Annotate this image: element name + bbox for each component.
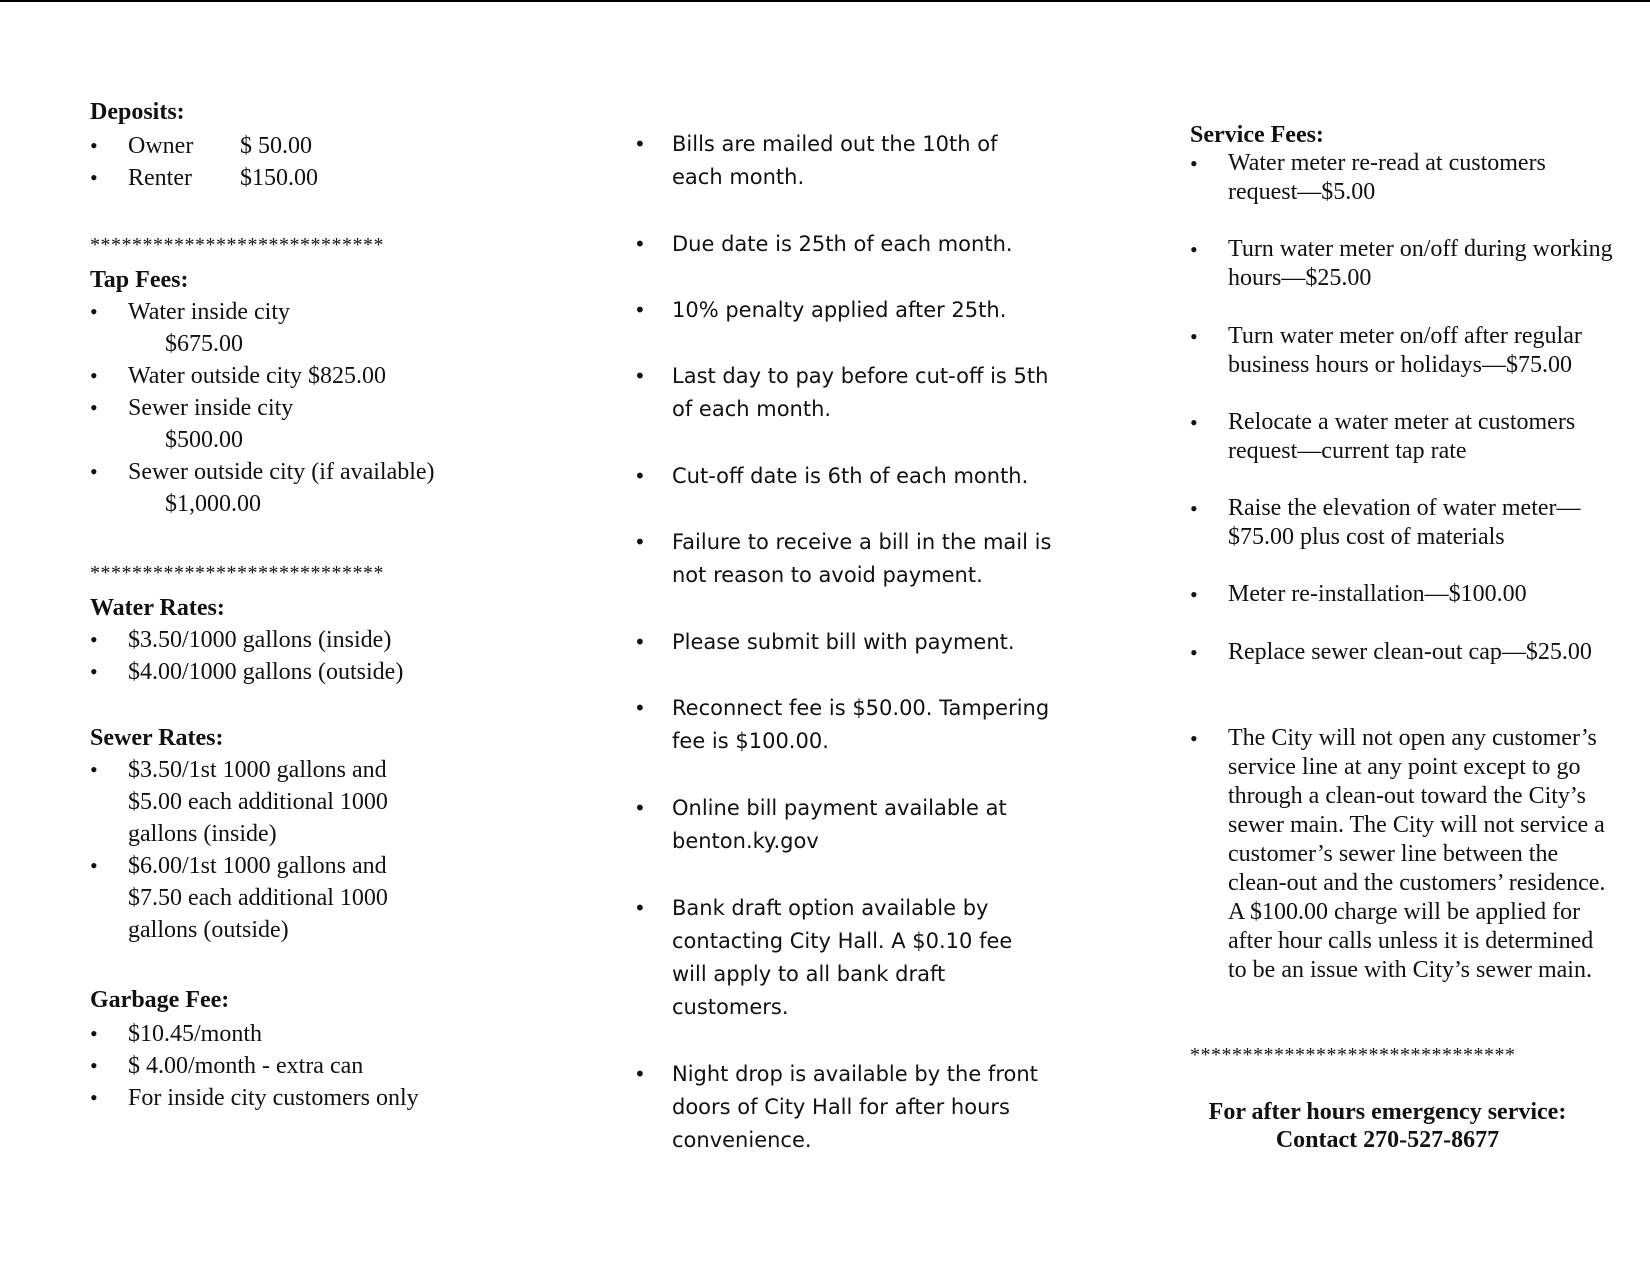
- list-item: • Raise the elevation of water meter—$75.00 plus cost of materials: [1190, 494, 1615, 552]
- list-item: • For inside city customers only: [90, 1082, 560, 1114]
- list-item: • Last day to pay before cut-off is 5th of each month.: [632, 360, 1052, 426]
- list-item: • $6.00/1st 1000 gallons and $7.50 each additional 1000 gallons (outside): [90, 850, 430, 946]
- list-item: • Turn water meter on/off during working hours—$25.00: [1190, 235, 1615, 293]
- star-divider: ****************************: [90, 562, 384, 584]
- list-item: • Water meter re-read at customers request—$5.00: [1190, 149, 1615, 207]
- list-item: • Due date is 25th of each month.: [632, 228, 1052, 261]
- garbage-fee-list: [90, 1018, 560, 1114]
- emergency-contact: [1190, 1098, 1585, 1154]
- list-item: • Failure to receive a bill in the mail is not reason to avoid payment.: [632, 526, 1052, 592]
- list-item: • $4.00/1000 gallons (outside): [90, 656, 560, 688]
- garbage-fee-heading: Garbage Fee:: [90, 987, 230, 1013]
- list-item: • Renter $150.00: [90, 162, 560, 194]
- water-rates-list: [90, 624, 560, 688]
- star-divider: *******************************: [1190, 1044, 1516, 1066]
- sewer-rates-heading: Sewer Rates:: [90, 725, 224, 751]
- list-item: • Sewer outside city (if available) $1,000.00: [90, 456, 560, 520]
- emergency-phone: Contact 270-527-8677: [1275, 1127, 1500, 1153]
- water-rates-heading: Water Rates:: [90, 595, 225, 621]
- list-item: • Bank draft option available by contacting City Hall. A $0.10 fee will apply to all bank draft customers.: [632, 892, 1052, 1024]
- list-item: • Meter re-installation—$100.00: [1190, 580, 1615, 609]
- deposits-list: [90, 130, 560, 194]
- list-item: • Owner $ 50.00: [90, 130, 560, 162]
- deposits-heading: Deposits:: [90, 99, 185, 125]
- tap-fees-heading: Tap Fees:: [90, 267, 189, 293]
- list-item: • $3.50/1st 1000 gallons and $5.00 each additional 1000 gallons (inside): [90, 754, 430, 850]
- list-item: • Reconnect fee is $50.00. Tampering fee is $100.00.: [632, 692, 1052, 758]
- list-item: • $10.45/month: [90, 1018, 560, 1050]
- list-item: • $3.50/1000 gallons (inside): [90, 624, 560, 656]
- list-item: • Bills are mailed out the 10th of each month.: [632, 128, 1052, 194]
- list-item: • Night drop is available by the front doors of City Hall for after hours convenience.: [632, 1058, 1052, 1157]
- list-item: • Please submit bill with payment.: [632, 626, 1052, 659]
- service-fees-heading: Service Fees:: [1190, 122, 1324, 148]
- star-divider: ****************************: [90, 234, 384, 256]
- page-top-border: [0, 0, 1650, 2]
- list-item: • Water inside city $675.00: [90, 296, 560, 360]
- list-item: • The City will not open any customer’s service line at any point except to go through a clean-out toward the City’s sewer main. The City will not service a customer’s sewer line between the clean-out and the customers’ residence. A $100.00 charge will be applied for after hour calls unless it is determined to be an issue with City’s sewer main.: [1190, 724, 1615, 985]
- list-item: • Water outside city $825.00: [90, 360, 560, 392]
- list-item: • Online bill payment available at benton.ky.gov: [632, 792, 1052, 858]
- list-item: • $ 4.00/month - extra can: [90, 1050, 560, 1082]
- list-item: • Relocate a water meter at customers request—current tap rate: [1190, 408, 1615, 466]
- list-item: • Turn water meter on/off after regular business hours or holidays—$75.00: [1190, 322, 1615, 380]
- list-item: • Replace sewer clean-out cap—$25.00: [1190, 638, 1615, 667]
- list-item: • 10% penalty applied after 25th.: [632, 294, 1052, 327]
- list-item: • Cut-off date is 6th of each month.: [632, 460, 1052, 493]
- list-item: • Sewer inside city $500.00: [90, 392, 560, 456]
- sewer-rates-list: [90, 754, 430, 946]
- tap-fees-list: [90, 296, 560, 520]
- emergency-line: For after hours emergency service:: [1208, 1099, 1567, 1125]
